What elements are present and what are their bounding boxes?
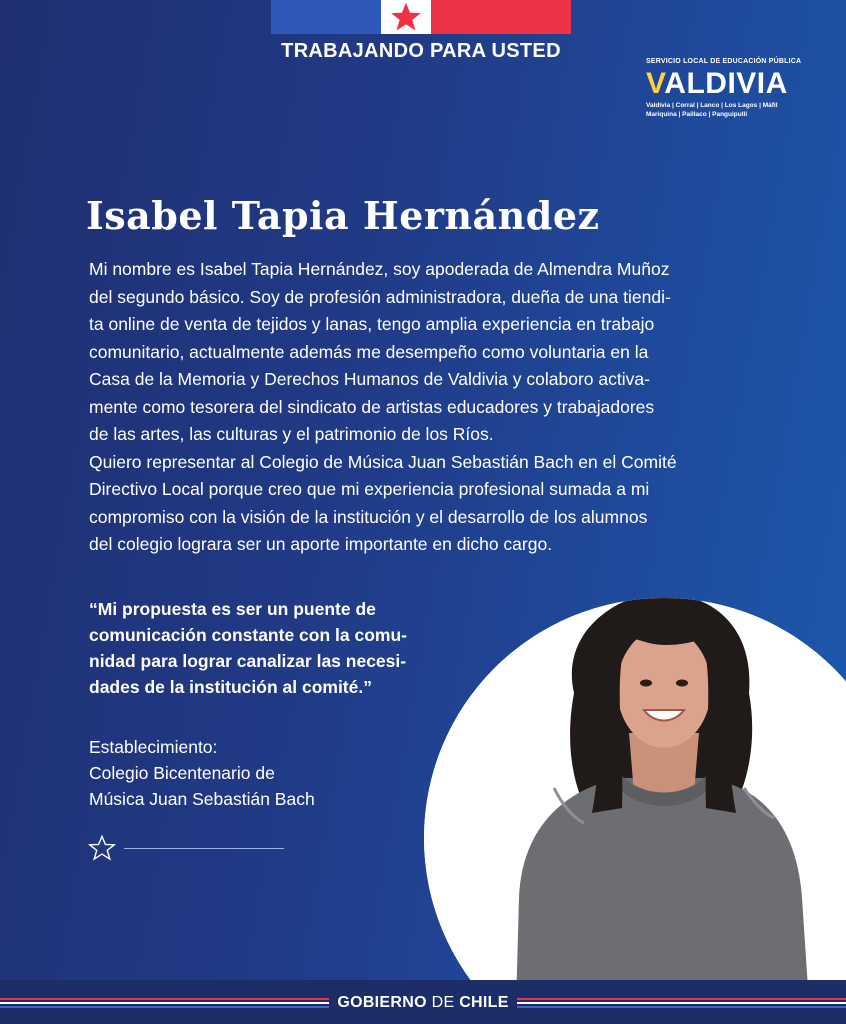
institution-communes — [646, 101, 806, 119]
flag-blue-section — [271, 0, 381, 34]
candidate-quote — [89, 596, 474, 700]
bio-line: de las artes, las culturas y el patrimonio de los Ríos. — [89, 424, 494, 444]
chile-word: CHILE — [459, 994, 509, 1011]
school-name-line-1: Colegio Bicentenario de — [89, 763, 275, 783]
bio-line: Mi nombre es Isabel Tapia Hernández, soy apoderada de Almendra Muñoz — [89, 259, 670, 279]
flag-white-section — [381, 0, 431, 34]
bio-line: ta online de venta de tejidos y lanas, tengo amplia experiencia en trabajo — [89, 314, 655, 334]
gobierno-logo — [329, 994, 516, 1012]
bio-line: mente como tesorera del sindicato de artistas educadores y trabajadores — [89, 396, 655, 417]
de-word: DE — [431, 994, 455, 1011]
footer-stripe-right — [517, 998, 846, 1008]
divider-star-icon — [88, 834, 116, 862]
school-label: Establecimiento: — [89, 737, 218, 757]
star-divider — [88, 834, 284, 862]
chile-flag-banner — [271, 0, 571, 34]
footer-stripe-left — [0, 998, 329, 1008]
bio-line: del colegio lograra ser un aporte importante en dicho cargo. — [89, 534, 553, 554]
bio-line: Quiero representar al Colegio de Música Juan Sebastián Bach en el Comité — [89, 451, 677, 472]
candidate-photo — [424, 598, 846, 1024]
bio-line: comunitario, actualmente además me desempeño como voluntaria en la — [89, 341, 649, 362]
school-name-line-2: Música Juan Sebastián Bach — [89, 789, 315, 809]
divider-line — [124, 848, 284, 849]
institution-logo — [646, 58, 816, 119]
institution-name-initial: V — [646, 67, 665, 100]
header-tagline: TRABAJANDO PARA USTED — [281, 40, 561, 62]
quote-line: “Mi propuesta es ser un puente de — [89, 599, 376, 619]
bio-line: del segundo básico. Soy de profesión administradora, dueña de una tiendi- — [89, 286, 671, 307]
institution-top-line: SERVICIO LOCAL DE EDUCACIÓN PÚBLICA — [646, 58, 802, 65]
bio-line: Casa de la Memoria y Derechos Humanos de Valdivia y colaboro activa- — [89, 369, 650, 389]
institution-name — [646, 67, 816, 101]
quote-line: comunicación constante con la comu- — [89, 625, 407, 645]
footer — [0, 994, 846, 1012]
flag-red-section — [431, 0, 571, 34]
communes-line-1: Valdivia | Corral | Lanco | Los Lagos | Máfil — [646, 102, 778, 109]
quote-line: dades de la institución al comité.” — [89, 677, 372, 697]
candidate-bio — [89, 256, 789, 559]
portrait-illustration — [424, 598, 846, 1024]
communes-line-2: Mariquina | Paillaco | Panguipulli — [646, 111, 748, 118]
star-icon — [389, 0, 423, 34]
candidate-name: Isabel Tapia Hernández — [86, 193, 600, 238]
bio-line: compromiso con la visión de la institución y el desarrollo de los alumnos — [89, 506, 648, 527]
quote-line: nidad para lograr canalizar las necesi- — [89, 651, 407, 671]
school-name — [89, 760, 389, 812]
gobierno-word: GOBIERNO — [337, 994, 427, 1011]
bio-line: Directivo Local porque creo que mi experiencia profesional sumada a mi — [89, 479, 650, 499]
institution-name-rest: ALDIVIA — [664, 67, 788, 100]
